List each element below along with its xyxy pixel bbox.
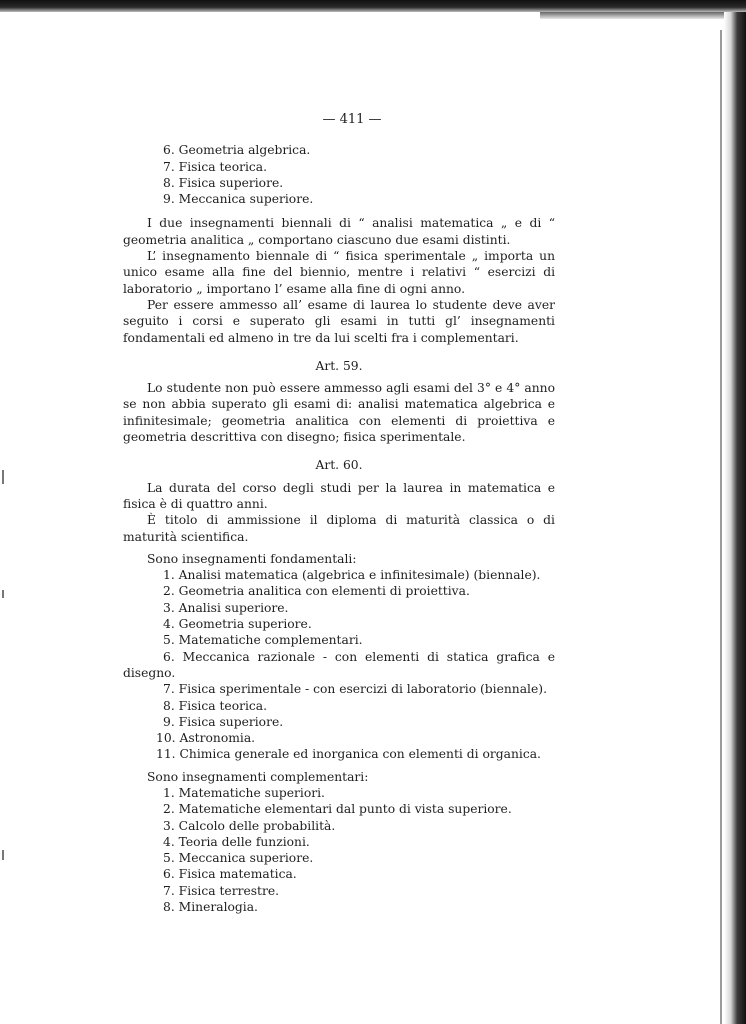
scan-top-edge — [0, 0, 746, 12]
list-item: 6. Geometria algebrica. — [163, 143, 311, 158]
scan-right-line — [720, 30, 722, 1024]
scan-right-edge — [724, 12, 746, 1024]
list-item: 4. Teoria delle funzioni. — [163, 834, 310, 849]
list-item: 3. Calcolo delle probabilità. — [163, 818, 336, 833]
list-item: 5. Matematiche complementari. — [163, 633, 363, 648]
list-item: 4. Geometria superiore. — [163, 617, 312, 632]
list-item: 2. Geometria analitica con elementi di proiettiva. — [163, 584, 470, 599]
scan-top-shadow — [540, 12, 746, 19]
list-item: 8. Mineralogia. — [163, 900, 258, 915]
paragraph: L’ insegnamento biennale di “ fisica sperimentale „ importa un unico esame alla fine del biennio, mentre i relativi “ esercizi di laboratorio „ importano l’ esame alla fine di ogni anno. — [123, 249, 555, 296]
scan-left-mark — [2, 590, 4, 598]
paragraph: Per essere ammesso all’ esame di laurea lo studente deve aver seguito i corsi e superato gli esami in tutti gl’ insegnamenti fondamentali ed almeno in tre da lui scelti fra i complementari. — [123, 297, 555, 345]
section-heading: Sono insegnamenti complementari: — [147, 769, 369, 784]
list-item: 6. Meccanica razionale - con elementi di statica grafica e disegno. — [123, 649, 555, 680]
paragraph: È titolo di ammissione il diploma di maturità classica o di maturità scientifica. — [123, 513, 555, 544]
top-list — [123, 142, 555, 207]
list-item: 6. Fisica matematica. — [163, 867, 297, 882]
list-item: 7. Fisica teorica. — [163, 159, 268, 174]
list-item: 1. Analisi matematica (algebrica e infinitesimale) (biennale). — [163, 568, 541, 583]
list-item: 1. Matematiche superiori. — [163, 785, 325, 800]
scan-left-mark — [2, 470, 4, 484]
list-item: 10. Astronomia. — [156, 731, 256, 746]
list-item: 8. Fisica teorica. — [163, 698, 268, 713]
article-heading: Art. 59. — [315, 358, 363, 373]
list-item: 8. Fisica superiore. — [163, 175, 284, 190]
document-page — [123, 112, 555, 915]
list-item: 9. Meccanica superiore. — [163, 192, 314, 207]
list-item: 7. Fisica sperimentale - con esercizi di laboratorio (biennale). — [163, 682, 547, 697]
section-heading: Sono insegnamenti fondamentali: — [147, 551, 357, 566]
paragraph: I due insegnamenti biennali di “ analisi matematica „ e di “ geometria analitica „ comportano ciascuno due esami distinti. — [123, 216, 555, 247]
list-item: 2. Matematiche elementari dal punto di vista superiore. — [163, 802, 512, 817]
paragraph: La durata del corso degli studi per la laurea in matematica e fisica è di quattro anni. — [123, 480, 555, 511]
list-item: 9. Fisica superiore. — [163, 714, 284, 729]
list-item: 3. Analisi superiore. — [163, 600, 289, 615]
scan-left-mark — [2, 850, 4, 860]
fondamentali-list — [123, 567, 555, 763]
list-item: 7. Fisica terrestre. — [163, 883, 280, 898]
article-heading: Art. 60. — [315, 458, 363, 473]
complementari-list — [123, 785, 555, 915]
page-number: — 411 — — [322, 112, 382, 127]
list-item: 5. Meccanica superiore. — [163, 851, 314, 866]
paragraph: Lo studente non può essere ammesso agli esami del 3° e 4° anno se non abbia superato gli esami di: analisi matematica algebrica e infinitesimale; geometria analitica con elementi di proiettiva e geometria descrittiva con disegno; fisica sperimentale. — [123, 381, 555, 445]
list-item: 11. Chimica generale ed inorganica con elementi di organica. — [156, 747, 541, 762]
